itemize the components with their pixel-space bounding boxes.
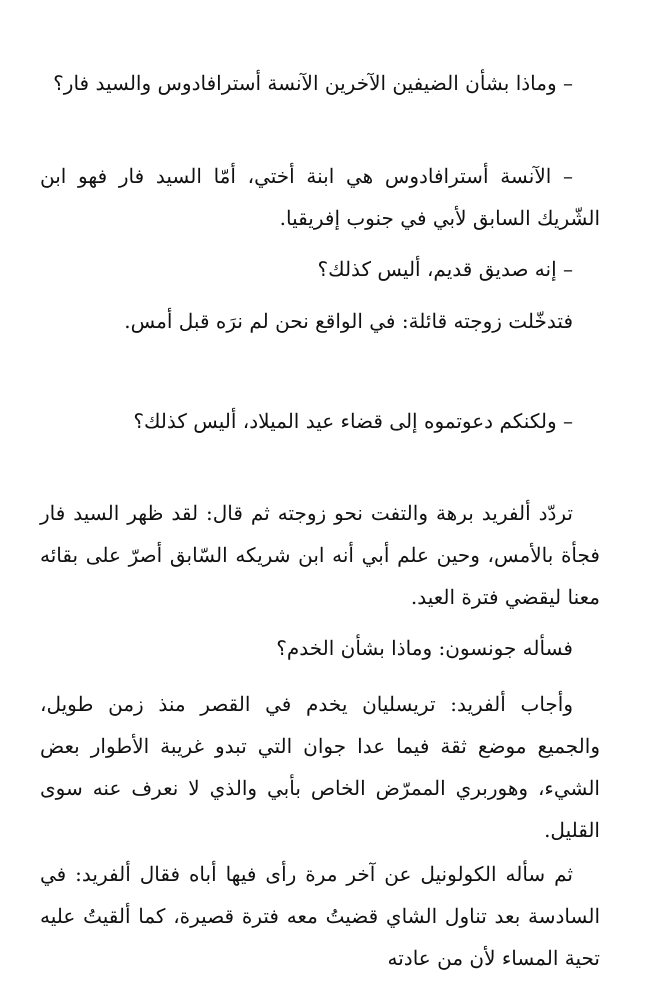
- paragraph-8: وأجاب ألفريد: تريسليان يخدم في القصر منذ زمن طويل، والجميع موضع ثقة فيما عدا جوان التي تبدو غريبة الأطوار بعض الشيء، وهوربري الممرّض الخاص بأبي والذي لا نعرف عنه سوى القليل.: [40, 692, 600, 842]
- paragraph-1: – وماذا بشأن الضيفين الآخرين الآنسة أسترافادوس والسيد فار؟: [53, 71, 573, 95]
- paragraph-9: ثم سأله الكولونيل عن آخر مرة رأى فيها أباه فقال ألفريد: في السادسة بعد تناول الشاي قضيتُ معه فترة قصيرة، كما ألقيتُ عليه تحية المساء لأن من عادته: [40, 862, 600, 970]
- paragraph-2: – الآنسة أسترافادوس هي ابنة أختي، أمّا السيد فار فهو ابن الشّريك السابق لأبي في جنوب إفريقيا.: [40, 164, 600, 230]
- paragraph-6: تردّد ألفريد برهة والتفت نحو زوجته ثم قال: لقد ظهر السيد فار فجأة بالأمس، وحين علم أبي أنه ابن شريكه السّابق أصرّ على بقائه معنا ليقضي فترة العيد.: [40, 501, 600, 609]
- paragraph-3: – إنه صديق قديم، أليس كذلك؟: [317, 257, 573, 281]
- paragraph-4: فتدخّلت زوجته قائلة: في الواقع نحن لم نرَه قبل أمس.: [124, 309, 573, 333]
- paragraph-7: فسأله جونسون: وماذا بشأن الخدم؟: [276, 636, 573, 660]
- paragraph-5: – ولكنكم دعوتموه إلى قضاء عيد الميلاد، أليس كذلك؟: [133, 409, 573, 433]
